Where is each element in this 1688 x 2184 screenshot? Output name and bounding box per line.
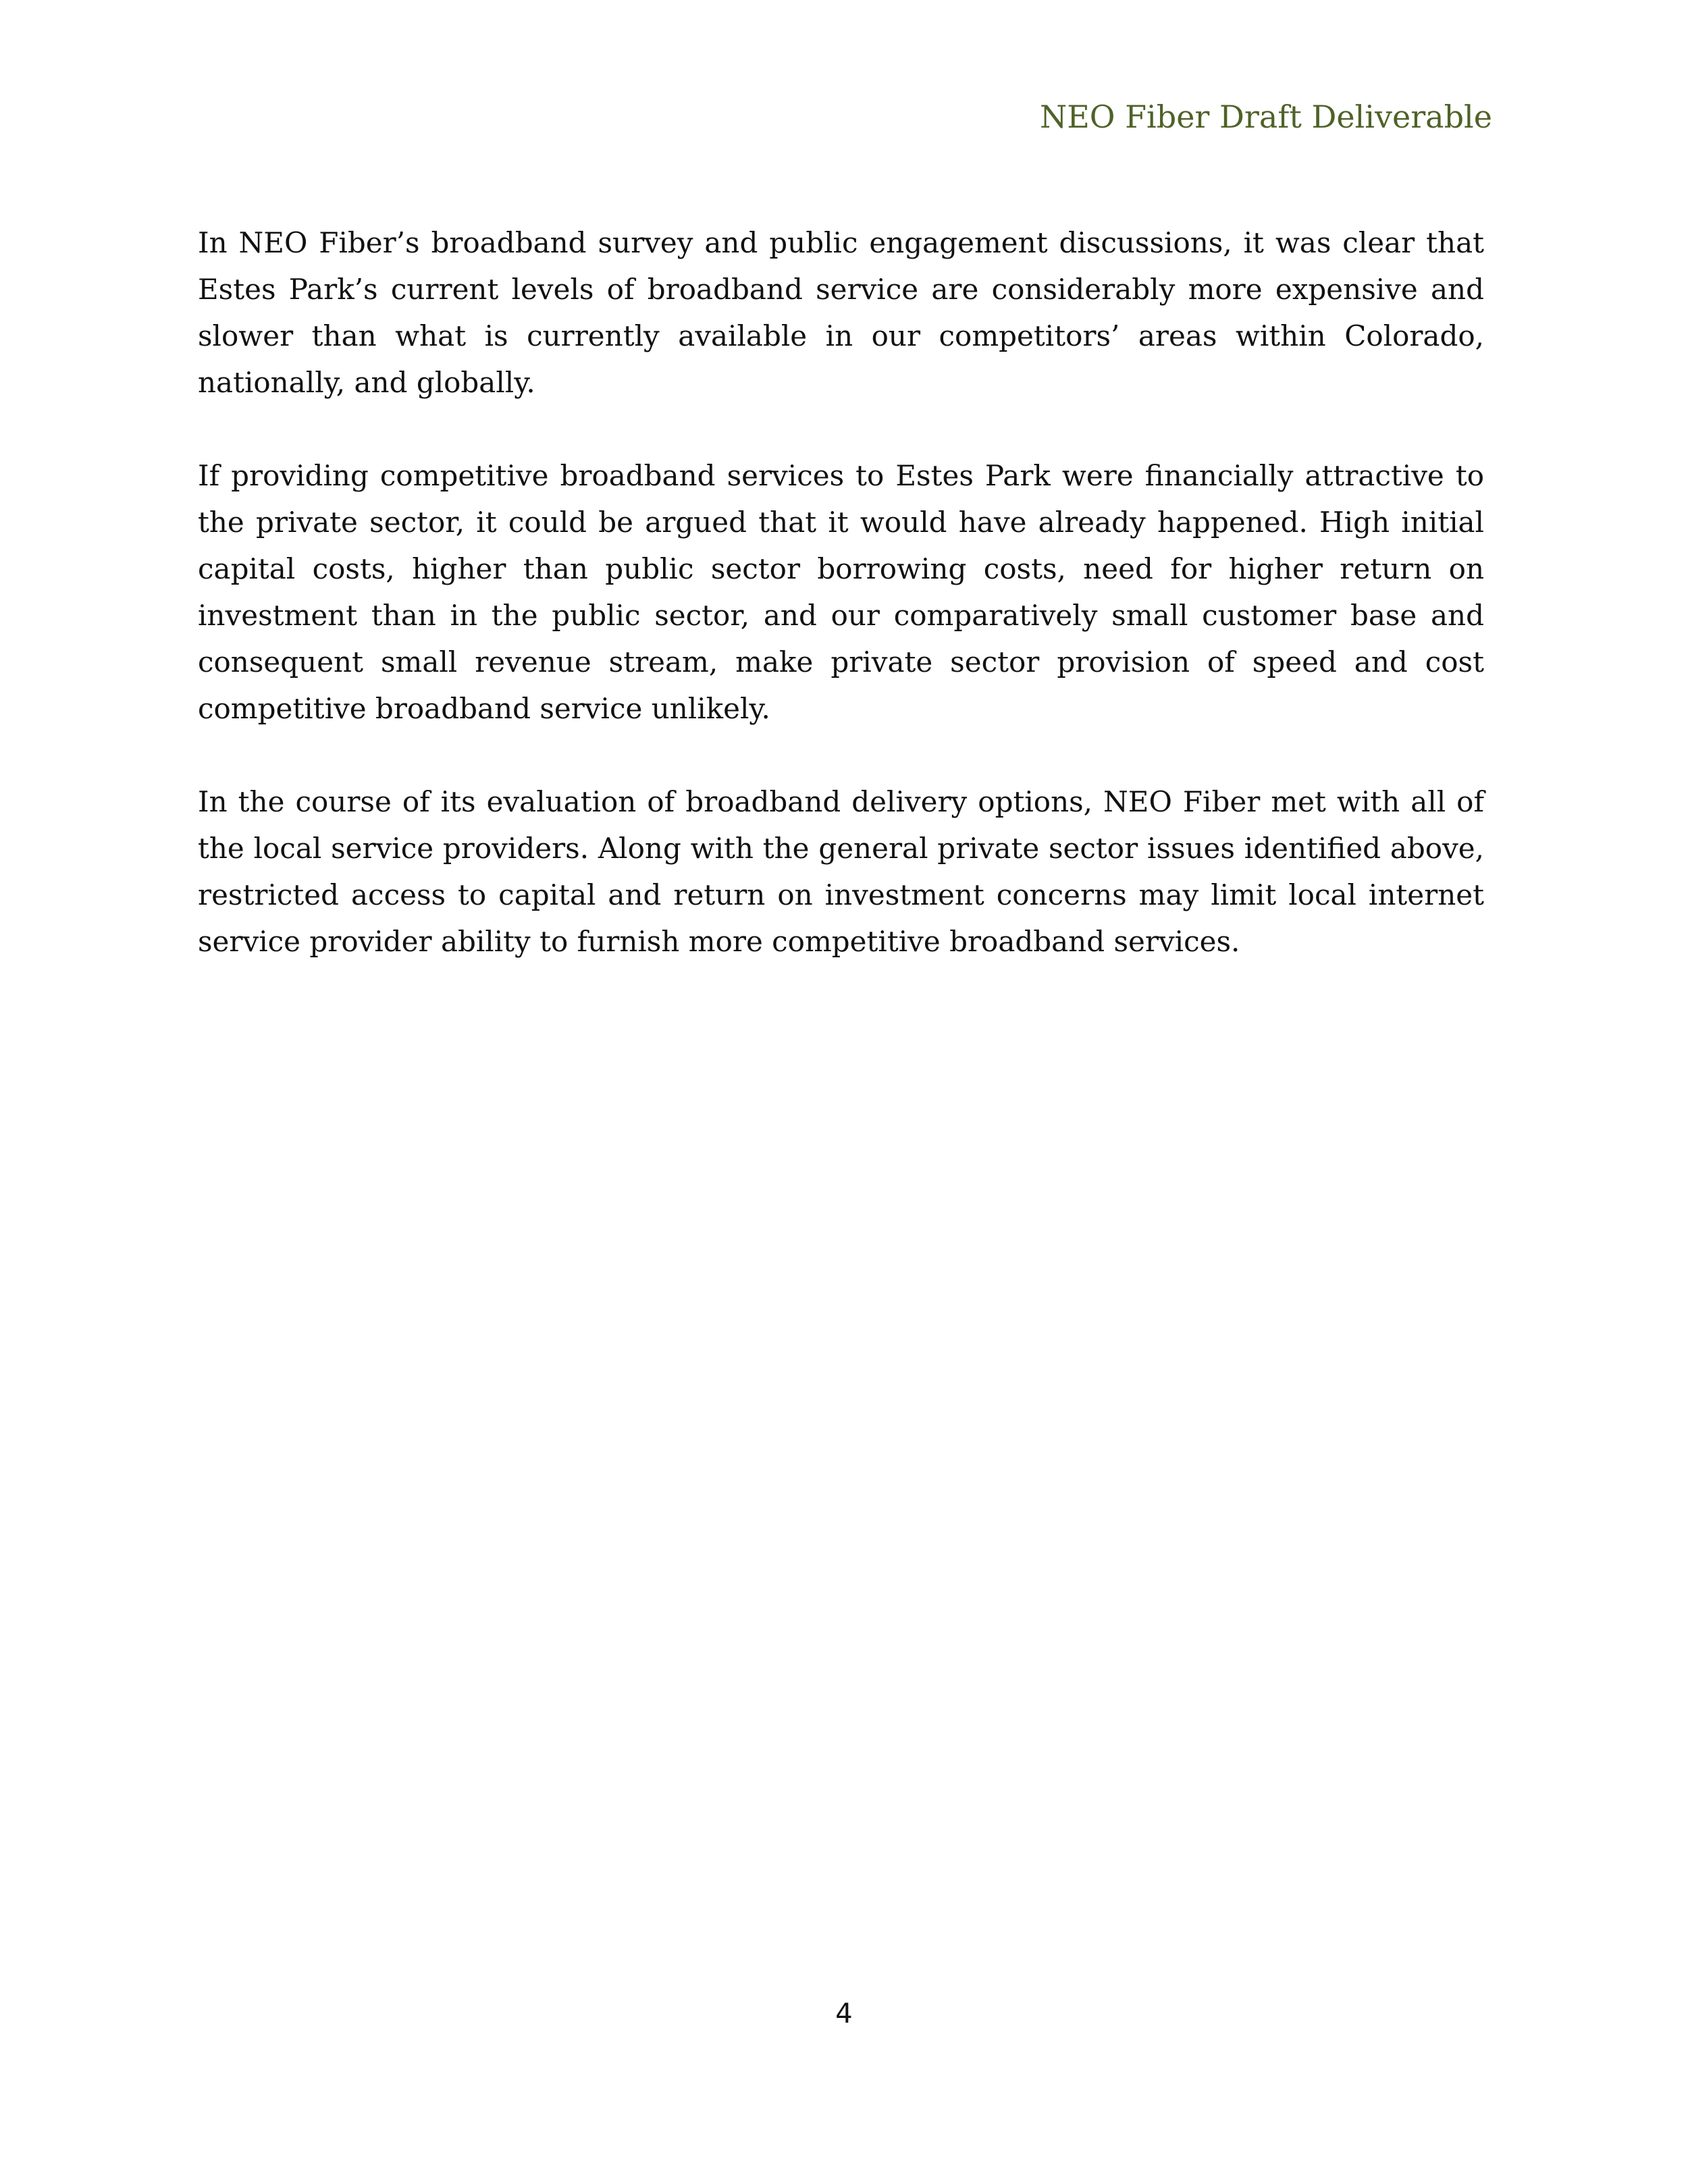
paragraph-private-sector: If providing competitive broadband services to Estes Park were financially attractive to the private sector, it could be argued that it would have already happened. High initial capital costs, higher than public sector borrowing costs, need for higher return on investment than in the public sector, and our comparatively small customer base and consequent small revenue stream, make private sector provision of speed and cost competitive broadband service unlikely. — [198, 459, 1484, 725]
paragraph-survey-findings: In NEO Fiber’s broadband survey and public engagement discussions, it was clear that Estes Park’s current levels of broadband service are considerably more expensive and slower than what is currently available in our competitors’ areas within Colorado, nationally, and globally. — [198, 226, 1484, 399]
page-number: 4 — [835, 1998, 853, 2029]
running-header: NEO Fiber Draft Deliverable — [1039, 99, 1492, 135]
paragraph-local-providers: In the course of its evaluation of broadband delivery options, NEO Fiber met with all of the local service providers. Along with the general private sector issues identified above, restricted access to capital and return on investment concerns may limit local internet service provider ability to furnish more competitive broadband services. — [198, 785, 1484, 958]
document-body — [198, 219, 1484, 1011]
